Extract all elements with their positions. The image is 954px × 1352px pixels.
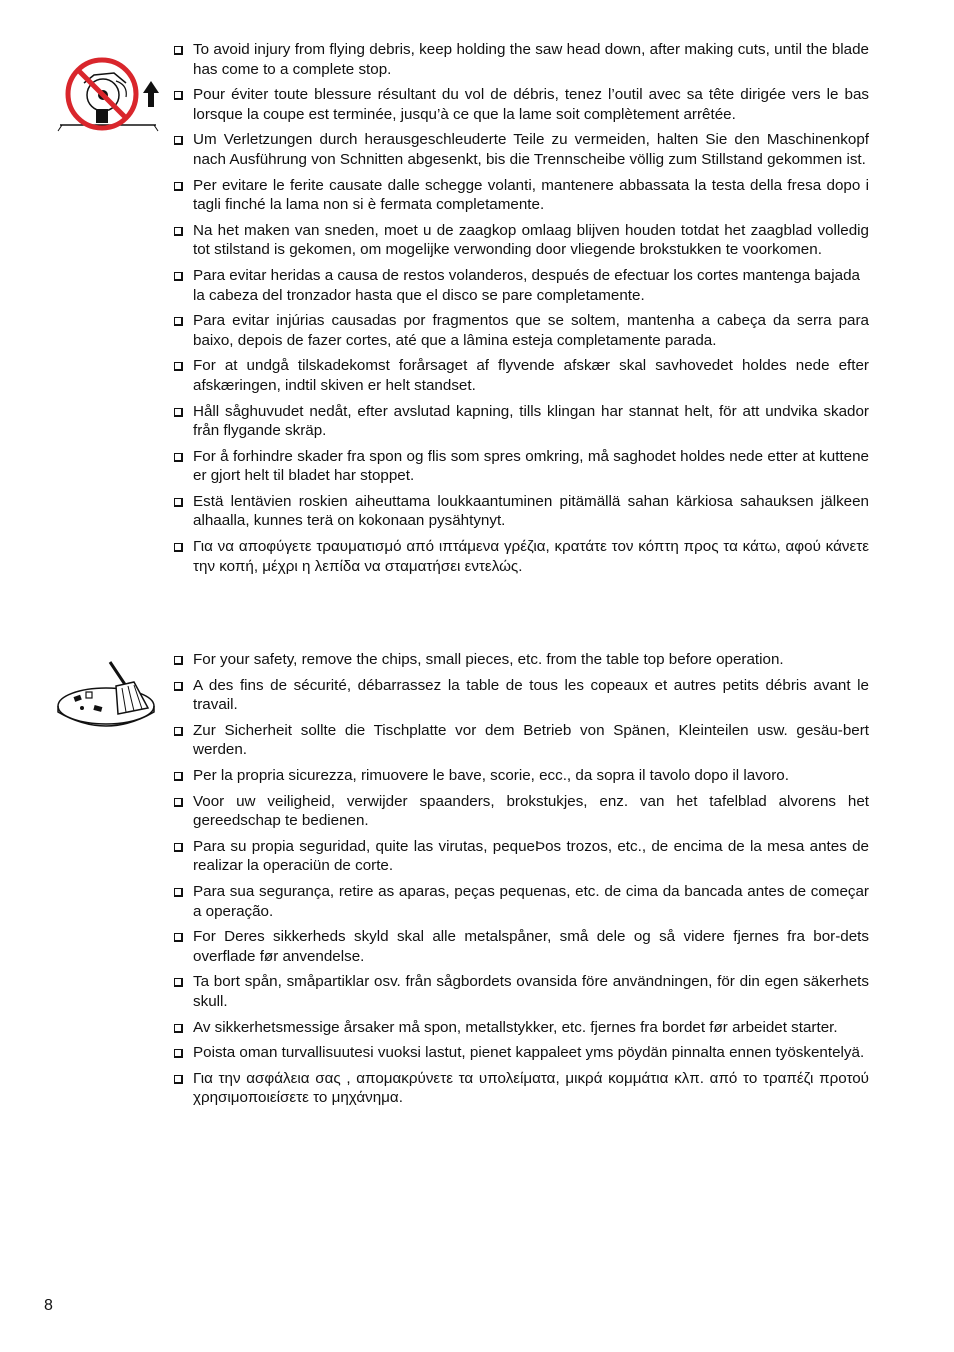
checkbox-bullet-icon	[174, 227, 183, 236]
list-item: For your safety, remove the chips, small pieces, etc. from the table top before operation.	[173, 650, 869, 670]
list-item: For å forhindre skader fra spon og flis som spres omkring, må saghodet holdes nede etter at kuttene er gjort helt til bladet har stoppet.	[173, 447, 869, 486]
checkbox-bullet-icon	[174, 317, 183, 326]
checkbox-bullet-icon	[174, 136, 183, 145]
checkbox-bullet-icon	[174, 408, 183, 417]
list-item: For Deres sikkerheds skyld skal alle metalspåner, små dele og så videre fjernes fra bor-dets overflade før anvendelse.	[173, 927, 869, 966]
checkbox-bullet-icon	[174, 656, 183, 665]
list-item: Para evitar heridas a causa de restos volanderos, después de efectuar los cortes mantenga bajada la cabeza del tronzador hasta que el disco se pare completamente.	[173, 266, 869, 305]
list-item: Para evitar injúrias causadas por fragmentos que se soltem, mantenha a cabeça da serra para baixo, depois de fazer cortes, até que a lâmina esteja completamente parada.	[173, 311, 869, 350]
checkbox-bullet-icon	[174, 91, 183, 100]
checkbox-bullet-icon	[174, 727, 183, 736]
list-item: Um Verletzungen durch herausgeschleuderte Teile zu vermeiden, halten Sie den Maschinenkopf nach Ausführung von Schnitten abgesenkt, bis die Trennscheibe völlig zum Stillstand gekommen ist.	[173, 130, 869, 169]
list-item: Voor uw veiligheid, verwijder spaanders, brokstukjes, enz. van het tafelblad alvorens het gereedschap te bedienen.	[173, 792, 869, 831]
no-raise-saw-head-icon	[56, 55, 164, 137]
checkbox-bullet-icon	[174, 46, 183, 55]
checkbox-bullet-icon	[174, 182, 183, 191]
list-item: A des fins de sécurité, débarrassez la table de tous les copeaux et autres petits débris avant le travail.	[173, 676, 869, 715]
list-item: Poista oman turvallisuutesi vuoksi lastut, pienet kappaleet yms pöydän pinnalta ennen työskentelyä.	[173, 1043, 869, 1063]
list-item: Per la propria sicurezza, rimuovere le bave, scorie, ecc., da sopra il tavolo dopo il lavoro.	[173, 766, 869, 786]
checkbox-bullet-icon	[174, 272, 183, 281]
checkbox-bullet-icon	[174, 1075, 183, 1084]
list-item: Per evitare le ferite causate dalle schegge volanti, mantenere abbassata la testa della fresa dopo i tagli finché la lama non si è fermata completamente.	[173, 176, 869, 215]
checkbox-bullet-icon	[174, 543, 183, 552]
list-item: Para su propia seguridad, quite las virutas, pequeÞos trozos, etc., de encima de la mesa antes de realizar la operaciün de corte.	[173, 837, 869, 876]
checkbox-bullet-icon	[174, 772, 183, 781]
list-item: For at undgå tilskadekomst forårsaget af flyvende afskær skal savhovedet holdes nede efter afskæringen, indtil skiven er helt standset.	[173, 356, 869, 395]
page-number: 8	[44, 1297, 53, 1314]
brush-clean-table-icon	[56, 656, 160, 732]
list-item: To avoid injury from flying debris, keep holding the saw head down, after making cuts, until the blade has come to a complete stop.	[173, 40, 869, 79]
checkbox-bullet-icon	[174, 682, 183, 691]
checkbox-bullet-icon	[174, 843, 183, 852]
list-item: Για την ασφάλεια σας , απομακρύνετε τα υπολείματα, μικρά κομμάτια κλπ. από το τραπέζι προτού χρησιμοποιείσετε το μηχάνημα.	[173, 1069, 869, 1108]
list-item: Ta bort spån, småpartiklar osv. från sågbordets ovansida före användningen, för din egen säkerhets skull.	[173, 972, 869, 1011]
checkbox-bullet-icon	[174, 453, 183, 462]
list-item: Håll såghuvudet nedåt, efter avslutad kapning, tills klingan har stannat helt, för att undvika skador från flygande skräp.	[173, 402, 869, 441]
list-item: Para sua segurança, retire as aparas, peças pequenas, etc. de cima da bancada antes de começar a operação.	[173, 882, 869, 921]
list-item: Av sikkerhetsmessige årsaker må spon, metallstykker, etc. fjernes fra bordet før arbeidet starter.	[173, 1018, 869, 1038]
list-item: Estä lentävien roskien aiheuttama loukkaantuminen pitämällä sahan kärkiosa sahauksen jälkeen alhaalla, kunnes terä on kokonaan pysähtynyt.	[173, 492, 869, 531]
checkbox-bullet-icon	[174, 1049, 183, 1058]
list-item: Na het maken van sneden, moet u de zaagkop omlaag blijven houden totdat het zaagblad volledig tot stilstand is gekomen, om mogelijke verwonding door vliegende brokstukken te voorkomen.	[173, 221, 869, 260]
checkbox-bullet-icon	[174, 798, 183, 807]
checkbox-bullet-icon	[174, 888, 183, 897]
list-item: Zur Sicherheit sollte die Tischplatte vor dem Betrieb von Spänen, Kleinteilen usw. gesäu-bert werden.	[173, 721, 869, 760]
checkbox-bullet-icon	[174, 933, 183, 942]
checkbox-bullet-icon	[174, 498, 183, 507]
checkbox-bullet-icon	[174, 1024, 183, 1033]
list-item: Pour éviter toute blessure résultant du vol de débris, tenez l’outil avec sa tête dirigée vers le bas lorsque la coupe est terminée, jusqu’à ce que la lame soit complètement arrêtée.	[173, 85, 869, 124]
checkbox-bullet-icon	[174, 978, 183, 987]
checkbox-bullet-icon	[174, 362, 183, 371]
list-item: Για να αποφύγετε τραυματισμό από ιπτάμενα γρέζια, κρατάτε τον κόπτη προς τα κάτω, αφού κάνετε την κοπή, μέχρι η λεπίδα να σταματήσει εντελώς.	[173, 537, 869, 576]
